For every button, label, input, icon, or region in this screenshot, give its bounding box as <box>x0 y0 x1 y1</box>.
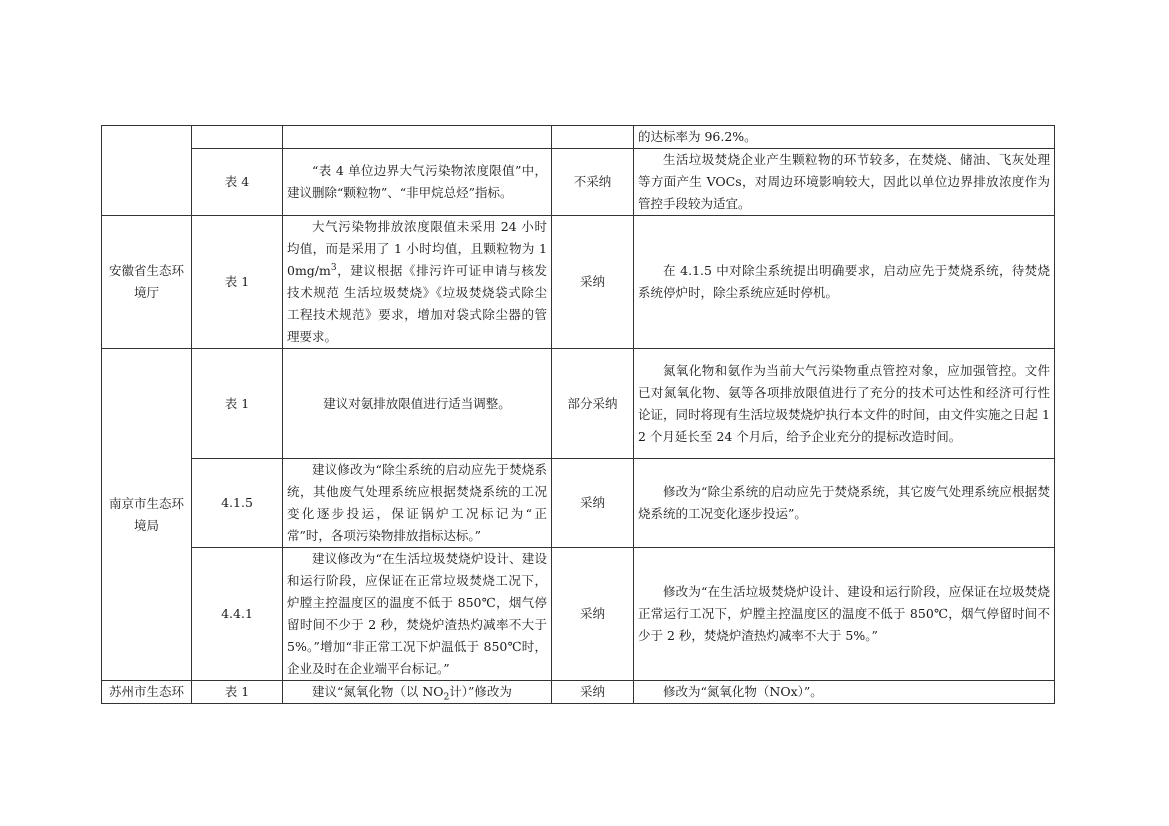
suggestion-cell <box>283 126 552 149</box>
suggestion-cell: 建议修改为“除尘系统的启动应先于焚烧系统，其他废气处理系统应根据焚烧系统的工况变化逐步投运，保证锅炉工况标记为“正常”时，各项污染物排放指标达标。” <box>283 459 552 548</box>
suggestion-text: 计）”修改为 <box>449 684 512 699</box>
status-cell: 采纳 <box>552 216 634 349</box>
reply-cell: 修改为“在生活垃圾焚烧炉设计、建设和运行阶段，应保证在垃圾焚烧正常运行工况下，炉膛主控温度区的温度不低于 850℃，烟气停留时间不少于 2 秒，焚烧炉渣热灼减率不大于 5%。” <box>634 548 1055 681</box>
status-cell: 部分采纳 <box>552 349 634 459</box>
suggestion-cell <box>283 216 552 349</box>
table-row <box>102 459 1055 548</box>
clause-cell: 表 1 <box>192 349 283 459</box>
table-row <box>102 349 1055 459</box>
org-cell: 苏州市生态环 <box>102 681 192 704</box>
status-cell: 采纳 <box>552 681 634 704</box>
clause-cell <box>192 126 283 149</box>
suggestion-cell: 建议修改为“在生活垃圾焚烧炉设计、建设和运行阶段，应保证在正常垃圾焚烧工况下，炉膛主控温度区的温度不低于 850℃，烟气停留时间不少于 2 秒，焚烧炉渣热灼减率不大于 5%。”增加“非正常工况下炉温低于 850℃时，企业及时在企业端平台标记。” <box>283 548 552 681</box>
suggestion-cell: “表 4 单位边界大气污染物浓度限值”中，建议删除“颗粒物”、“非甲烷总烃”指标。 <box>283 149 552 216</box>
status-cell: 采纳 <box>552 548 634 681</box>
status-cell: 采纳 <box>552 459 634 548</box>
formula-subscript: 2 <box>443 692 450 703</box>
org-cell: 南京市生态环境局 <box>102 349 192 681</box>
comments-table <box>101 125 1055 704</box>
clause-cell: 表 4 <box>192 149 283 216</box>
table-row <box>102 548 1055 681</box>
reply-cell: 的达标率为 96.2%。 <box>634 126 1055 149</box>
table-row <box>102 126 1055 149</box>
reply-cell: 在 4.1.5 中对除尘系统提出明确要求，启动应先于焚烧系统，待焚烧系统停炉时，除尘系统应延时停机。 <box>634 216 1055 349</box>
status-cell <box>552 126 634 149</box>
org-cell: 安徽省生态环境厅 <box>102 216 192 349</box>
suggestion-cell <box>283 681 552 704</box>
status-cell: 不采纳 <box>552 149 634 216</box>
clause-cell: 表 1 <box>192 681 283 704</box>
table-row <box>102 216 1055 349</box>
reply-cell: 修改为“除尘系统的启动应先于焚烧系统，其它废气处理系统应根据焚烧系统的工况变化逐步投运”。 <box>634 459 1055 548</box>
suggestion-text: 建议“氮氧化物（以 NO <box>312 684 444 699</box>
unit-superscript: 3 <box>330 262 337 273</box>
suggestion-text: ，建议根据《排污许可证申请与核发技术规范 生活垃圾焚烧》《垃圾焚烧袋式除尘工程技术规范》要求，增加对袋式除尘器的管理要求。 <box>287 263 547 344</box>
suggestion-cell: 建议对氨排放限值进行适当调整。 <box>283 349 552 459</box>
reply-cell: 生活垃圾焚烧企业产生颗粒物的环节较多，在焚烧、储油、飞灰处理等方面产生 VOCs，对周边环境影响较大，因此以单位边界排放浓度作为管控手段较为适宜。 <box>634 149 1055 216</box>
suggestion-text: 大气污染物排放浓度限值未采用 24 小时均值，而是采用了 1 小时均值，且颗粒物为 10mg/m <box>287 219 547 278</box>
org-cell <box>102 126 192 216</box>
clause-cell: 4.4.1 <box>192 548 283 681</box>
clause-cell: 表 1 <box>192 216 283 349</box>
reply-cell: 氮氧化物和氨作为当前大气污染物重点管控对象，应加强管控。文件已对氮氧化物、氨等各项排放限值进行了充分的技术可达性和经济可行性论证，同时将现有生活垃圾焚烧炉执行本文件的时间，由文件实施之日起 12 个月延长至 24 个月后，给予企业充分的提标改造时间。 <box>634 349 1055 459</box>
reply-cell: 修改为“氮氧化物（NOx）”。 <box>634 681 1055 704</box>
clause-cell: 4.1.5 <box>192 459 283 548</box>
table-row <box>102 149 1055 216</box>
table-row <box>102 681 1055 704</box>
